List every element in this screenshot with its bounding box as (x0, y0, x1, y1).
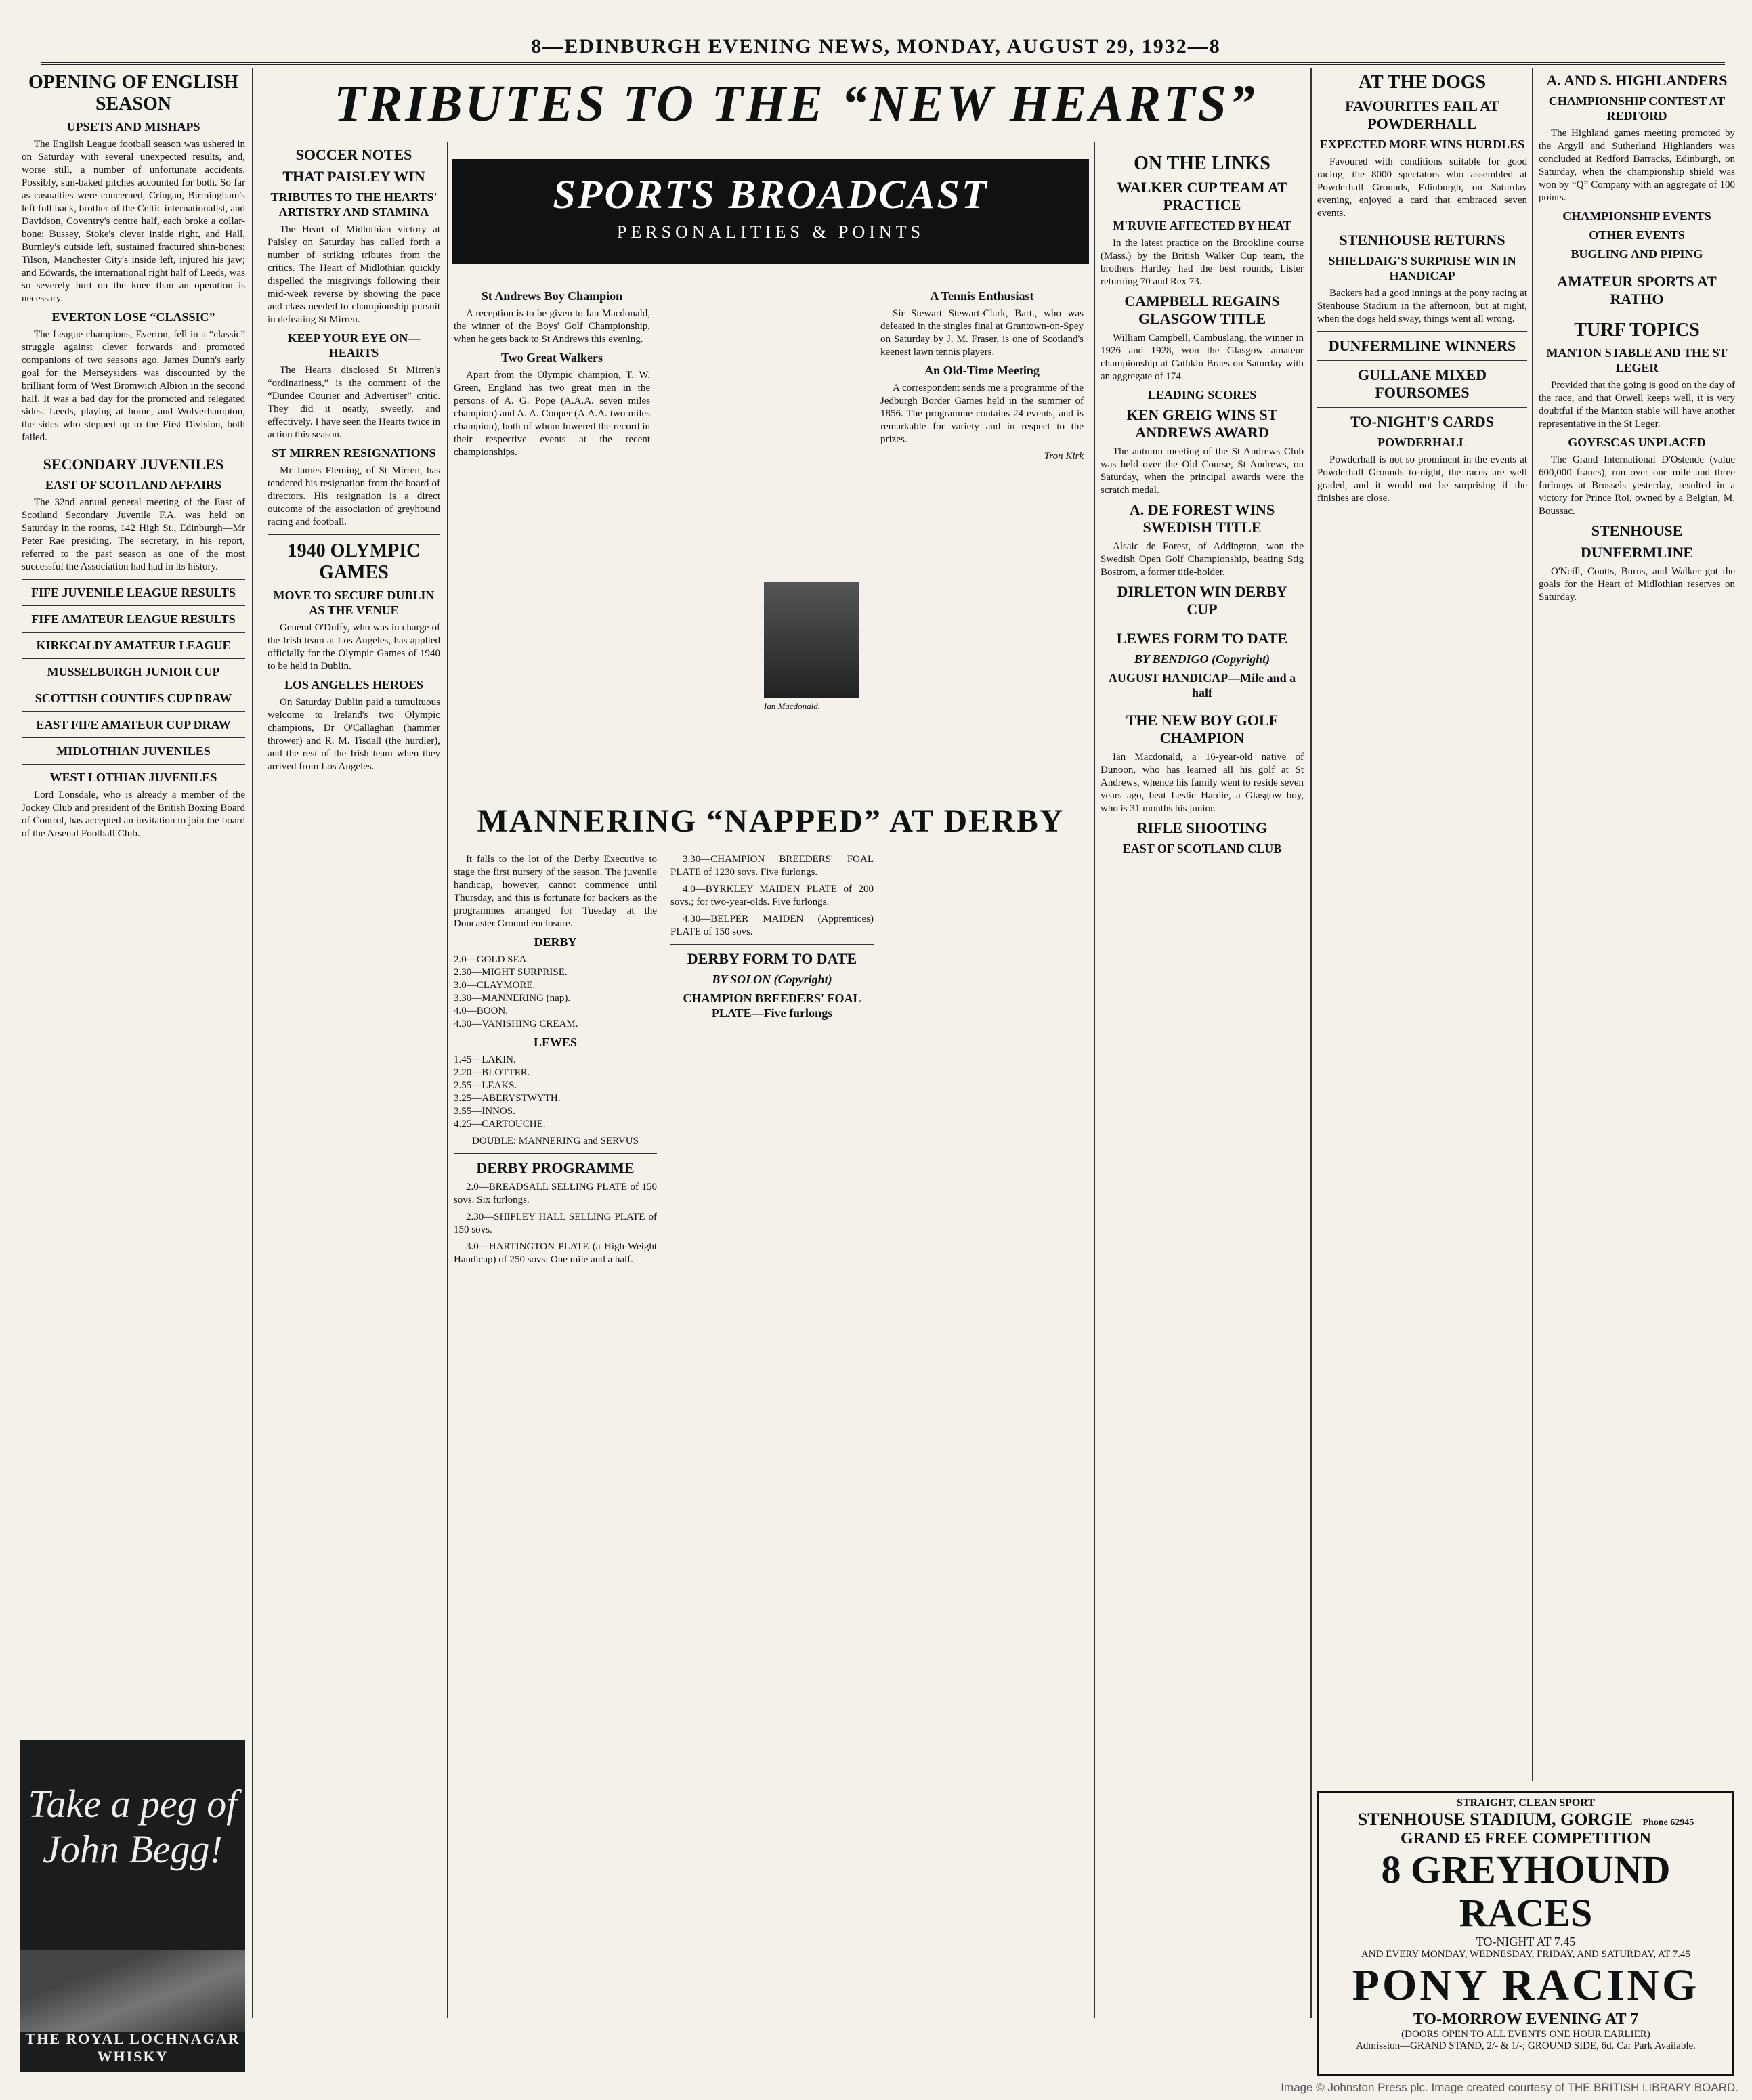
leading-scores-title: LEADING SCORES (1147, 388, 1257, 402)
headline-west-lothian: WEST LOTHIAN JUVENILES (49, 771, 217, 784)
sports-broadcast-title: SPORTS BROADCAST (553, 172, 989, 217)
headline-dirleton: DIRLETON WIN DERBY CUP (1117, 583, 1287, 618)
subhead-east-scotland-club: EAST OF SCOTLAND CLUB (1122, 842, 1282, 855)
subhead-bugling: BUGLING AND PIPING (1571, 247, 1703, 261)
subhead-redford: CHAMPIONSHIP CONTEST AT REDFORD (1548, 94, 1726, 123)
headline-on-the-links: ON THE LINKS (1134, 153, 1270, 174)
derby-selection: 4.30—VANISHING CREAM. (454, 1019, 578, 1029)
subhead-los-angeles: LOS ANGELES HEROES (284, 678, 424, 691)
article-ken-greig: The autumn meeting of the St Andrews Club was held over the Old Course, St Andrews, on Saturday, when the principal awards were the scratch medal. (1101, 446, 1304, 496)
subhead-other-events: OTHER EVENTS (1589, 228, 1685, 242)
subhead-tennis: A Tennis Enthusiast (930, 289, 1034, 303)
headline-kirkcaldy: KIRKCALDY AMATEUR LEAGUE (36, 639, 231, 652)
race-champion-breeders: 3.30—CHAMPION BREEDERS' FOAL PLATE of 1230 sovs. Five furlongs. (670, 854, 874, 878)
column-mannering-1 (454, 853, 657, 2072)
photo-caption: Ian Macdonald. (764, 701, 821, 711)
headline-soccer-notes: SOCCER NOTES (295, 146, 412, 163)
headline-campbell: CAMPBELL REGAINS GLASGOW TITLE (1124, 293, 1280, 327)
ad-competition: GRAND £5 FREE COMPETITION (1400, 1830, 1652, 1847)
derby-selection: 2.0—GOLD SEA. (454, 954, 530, 965)
article-los-angeles: On Saturday Dublin paid a tumultuous welcome to Ireland's two Olympic champions, Dr O'Callaghan (hammer thrower) and R. M. Tisdall (the hurdler), and the rest of the Irish team when they arrived from Los Angeles. (268, 697, 440, 772)
race-byrkley: 4.0—BYRKLEY MAIDEN PLATE of 200 sovs.; for two-year-olds. Five furlongs. (670, 884, 874, 907)
headline-fife-juvenile: FIFE JUVENILE LEAGUE RESULTS (31, 586, 236, 599)
subhead-east-scotland: EAST OF SCOTLAND AFFAIRS (45, 478, 222, 492)
article-everton: The League champions, Everton, fell in a “classic” struggle against clever forwards and promoted companions of two seasons ago. James Dunn's early goal for the Merseysiders was discounted by the brilliant form of West Bromwich Albion in the second half. It was a bad day for the promoted and relegated sides. Leeds, playing at home, and Wolverhampton, the sides who stepped up to the First Division, both failed. (22, 329, 245, 443)
headline-scottish-counties: SCOTTISH COUNTIES CUP DRAW (35, 691, 232, 705)
headline-gullane: GULLANE MIXED FOURSOMES (1357, 366, 1487, 401)
article-secondary-juveniles: The 32nd annual general meeting of the East of Scotland Secondary Juvenile F.A. was held on Saturday in the rooms, 142 High St., Edinburgh—Mr Peter Rae presiding. The secretary, in his report, referred to the past season as one of the most successful the Association had had in its history. (22, 497, 245, 572)
ad-every-monday: AND EVERY MONDAY, WEDNESDAY, FRIDAY, AND SATURDAY, AT 7.45 (1361, 1949, 1691, 1960)
subhead-championship-events: CHAMPIONSHIP EVENTS (1562, 209, 1711, 223)
article-stenhouse: Backers had a good innings at the pony racing at Stenhouse Stadium in the afternoon, but at night, when the dogs held sway, things went all wrong. (1317, 288, 1527, 324)
headline-dunfermline-winners: DUNFERMLINE WINNERS (1328, 337, 1516, 354)
divider (670, 944, 874, 945)
headline-english-season: OPENING OF ENGLISH SEASON (28, 72, 239, 114)
derby-selection: 3.0—CLAYMORE. (454, 980, 536, 991)
ad-begg-landscape (20, 1950, 245, 2032)
article-new-boy: Ian Macdonald, a 16-year-old native of Dunoon, who has learned all his golf at St Andrews, whence his family went to reside seven years ago, beat Leslie Hardie, a Glasgow boy, who is 31 months his junior. (1101, 752, 1304, 814)
subhead-shieldaig: SHIELDAIG'S SURPRISE WIN IN HANDICAP (1328, 254, 1516, 282)
column-7 (1539, 68, 1735, 1781)
subhead-august-handicap: AUGUST HANDICAP—Mile and a half (1108, 671, 1296, 700)
headline-rifle: RIFLE SHOOTING (1136, 819, 1268, 836)
column-1 (22, 68, 245, 1734)
masthead: 8—EDINBURGH EVENING NEWS, MONDAY, AUGUST 29, 1932—8 (531, 35, 1221, 58)
divider (22, 764, 245, 765)
article-dublin: General O'Duffy, who was in charge of the Irish team at Los Angeles, has applied officially for the Olympic Games of 1940 to be held in Dublin. (268, 622, 440, 672)
column-5 (1101, 149, 1304, 2072)
divider (22, 632, 245, 633)
selections-lewes-title: LEWES (533, 1035, 578, 1049)
lewes-selection: 1.45—LAKIN. (454, 1054, 516, 1065)
article-tonight-powderhall: Powderhall is not so prominent in the events at Powderhall Grounds to-night, the races are well graded, and it would not be surprising if the finishes are close. (1317, 454, 1527, 504)
headline-midlothian-juveniles: MIDLOTHIAN JUVENILES (56, 744, 211, 758)
headline-derby-programme: DERBY PROGRAMME (476, 1159, 635, 1176)
article-walker-cup: In the latest practice on the Brookline course (Mass.) by the British Walker Cup team, the brothers Hartley had the best rounds, Lister returning 70 and Rex 73. (1101, 238, 1304, 287)
selections-derby-title: DERBY (534, 935, 577, 949)
subhead-tributes: TRIBUTES TO THE HEARTS' ARTISTRY AND STAMINA (270, 190, 437, 219)
ad-begg-slogan: Take a peg of (28, 1782, 238, 1826)
article-keep-eye: The Hearts disclosed St Mirren's “ordinariness,” is the comment of the “Dundee Courier and Advertiser” critic. They did it neatly, sweetly, and effectively. I have seen the Hearts twice in action this season. (268, 365, 440, 440)
headline-lewes-form: LEWES FORM TO DATE (1116, 630, 1288, 647)
article-old-time: A correspondent sends me a programme of the Jedburgh Border Games held in the summer of 1856. The programme contains 24 events, and is remarkable for variety and in respect to the prizes. (880, 383, 1084, 445)
subhead-st-andrews-boy: St Andrews Boy Champion (481, 289, 623, 303)
article-st-andrews-boy: A reception is to be given to Ian Macdonald, the winner of the Boys' Golf Championship, when he gets back to St Andrews this evening. (454, 308, 650, 345)
headline-secondary-juveniles: SECONDARY JUVENILES (43, 456, 224, 473)
headline-fife-amateur: FIFE AMATEUR LEAGUE RESULTS (31, 612, 236, 626)
column-rule (447, 142, 448, 2018)
subhead-powderhall: POWDERHALL (1377, 435, 1467, 449)
ad-stadium-name (1319, 1809, 1732, 1830)
article-paisley: The Heart of Midlothian victory at Paisley on Saturday has called forth a number of striking tributes from the critics. The Heart of Midlothian quickly dispelled the misgivings following their mid-week reverse by showing the pace and class needed to championship pursuit in defeating St Mirren. (268, 224, 440, 325)
ad-john-begg (20, 1740, 245, 2072)
race-hartington: 3.0—HARTINGTON PLATE (a High-Weight Handicap) of 250 sovs. One mile and a half. (454, 1241, 657, 1265)
column-6 (1317, 68, 1527, 1781)
divider (22, 605, 245, 606)
race-shipley: 2.30—SHIPLEY HALL SELLING PLATE of 150 sovs. (454, 1212, 657, 1235)
lewes-selection: 2.55—LEAKS. (454, 1080, 517, 1091)
ad-stenhouse-stadium (1317, 1791, 1734, 2076)
double-tip: DOUBLE: MANNERING and SERVUS (472, 1136, 639, 1147)
main-banner: TRIBUTES TO THE “NEW HEARTS” (334, 75, 1258, 132)
divider (1317, 360, 1527, 361)
headline-olympic: 1940 OLYMPIC GAMES (287, 540, 421, 583)
headline-favourites-fail: FAVOURITES FAIL AT POWDERHALL (1345, 98, 1499, 132)
headline-musselburgh: MUSSELBURGH JUNIOR CUP (47, 665, 220, 679)
article-two-walkers: Apart from the Olympic champion, T. W. Green, England has two great men in the persons of A. G. Pope (A.A.A. seven miles champion) and A. A. Cooper (A.A.A. two miles champion), both of whom lowered the record in their respective events at the recent championships. (454, 370, 650, 458)
subhead-goyescas: GOYESCAS UNPLACED (1568, 435, 1706, 449)
subhead-st-mirren: ST MIRREN RESIGNATIONS (272, 446, 436, 460)
race-breadsall: 2.0—BREADSALL SELLING PLATE of 150 sovs. Six furlongs. (454, 1182, 657, 1205)
lewes-selection: 2.20—BLOTTER. (454, 1067, 530, 1078)
divider (454, 1153, 657, 1154)
divider (22, 658, 245, 659)
article-de-forest: Alsaic de Forest, of Addington, won the Swedish Open Golf Championship, beating Stig Bostrom, a former title-holder. (1101, 541, 1304, 578)
ad-doors-open: (DOORS OPEN TO ALL EVENTS ONE HOUR EARLIER) (1401, 2029, 1650, 2040)
top-rule (41, 62, 1725, 65)
column-rule (1094, 142, 1095, 2018)
headline-walker-cup: WALKER CUP TEAM AT PRACTICE (1117, 179, 1287, 213)
ad-stadium-title: STENHOUSE STADIUM, GORGIE (1357, 1809, 1633, 1829)
column-rule (1310, 68, 1312, 2018)
ad-begg-whisky: THE ROYAL LOCHNAGAR WHISKY (25, 2030, 240, 2065)
subhead-old-time: An Old-Time Meeting (924, 364, 1040, 377)
subhead-everton: EVERTON LOSE “CLASSIC” (51, 310, 215, 324)
divider (22, 737, 245, 738)
divider (22, 579, 245, 580)
subhead-manton: MANTON STABLE AND THE ST LEGER (1546, 346, 1728, 374)
ad-tomorrow: TO-MORROW EVENING AT 7 (1413, 2011, 1639, 2028)
derby-selection: 3.30—MANNERING (nap). (454, 993, 571, 1004)
article-tennis: Sir Stewart Stewart-Clark, Bart., who was defeated in the singles final at Grantown-on-Spey on Saturday by J. M. Fraser, is one of Scotland's keenest lawn tennis players. (880, 308, 1084, 358)
divider (268, 534, 440, 535)
column-2 (268, 142, 440, 2093)
subhead-keep-eye: KEEP YOUR EYE ON—HEARTS (287, 331, 421, 360)
headline-east-fife: EAST FIFE AMATEUR CUP DRAW (36, 718, 231, 731)
ad-greyhound-races: 8 GREYHOUND RACES (1381, 1847, 1671, 1935)
divider (22, 711, 245, 712)
sports-broadcast-subtitle: PERSONALITIES & POINTS (616, 222, 925, 242)
derby-selection: 2.30—MIGHT SURPRISE. (454, 967, 568, 978)
ad-begg-brand: John Begg! (43, 1827, 223, 1871)
divider (1317, 331, 1527, 332)
subhead-dublin: MOVE TO SECURE DUBLIN AS THE VENUE (273, 588, 435, 617)
headline-new-boy: THE NEW BOY GOLF CHAMPION (1126, 712, 1279, 746)
headline-paisley-win: THAT PAISLEY WIN (282, 168, 425, 185)
subhead-hurdles: EXPECTED MORE WINS HURDLES (1319, 137, 1525, 151)
lewes-selection: 4.25—CARTOUCHE. (454, 1119, 546, 1130)
sports-broadcast-box (452, 159, 1089, 264)
headline-ken-greig: KEN GREIG WINS ST ANDREWS AWARD (1126, 406, 1278, 441)
ad-straight-clean: STRAIGHT, CLEAN SPORT (1456, 1797, 1596, 1809)
article-manton: Provided that the going is good on the day of the race, and that Orwell keeps well, it is very doubtful if the Manton stable will have another representative in the St Leger. (1539, 380, 1735, 429)
lewes-selection: 3.55—INNOS. (454, 1106, 515, 1117)
subhead-foal-plate: CHAMPION BREEDERS' FOAL PLATE—Five furlongs (683, 991, 861, 1020)
column-3 (454, 284, 650, 786)
divider (1317, 407, 1527, 408)
headline-stenhouse-returns: STENHOUSE RETURNS (1339, 232, 1505, 249)
subhead-mruvie: M'RUVIE AFFECTED BY HEAT (1113, 219, 1291, 232)
subhead-upsets: UPSETS AND MISHAPS (66, 120, 200, 133)
image-credit: Image © Johnston Press plc. Image created courtesy of THE BRITISH LIBRARY BOARD. (1281, 2081, 1738, 2094)
headline-at-the-dogs: AT THE DOGS (1358, 72, 1487, 93)
byline-bendigo: BY BENDIGO (Copyright) (1134, 652, 1270, 666)
headline-ratho: AMATEUR SPORTS AT RATHO (1557, 273, 1717, 307)
column-rule (1532, 68, 1533, 1781)
derby-selection: 4.0—BOON. (454, 1006, 509, 1016)
article-highlanders: The Highland games meeting promoted by the Argyll and Sutherland Highlanders was concluded at Redford Barracks, Edinburgh, on Saturday, when the championship shield was won by “Q” Company with an aggregate of 100 points. (1539, 128, 1735, 203)
article-hearts-reserves: O'Neill, Coutts, Burns, and Walker got the goals for the Heart of Midlothian reserves on Saturday. (1539, 566, 1735, 603)
column-4 (880, 284, 1084, 786)
subhead-two-walkers: Two Great Walkers (501, 351, 603, 364)
article-english-season: The English League football season was ushered in on Saturday with several unexpected results, and, worse still, a number of unfortunate accidents. Possibly, sun-baked pitches accounted for both. So far as casualties were concerned, Cringan, Birmingham's left full back, brother of the Celtic internationalist, and Davidson, Coventry's centre half, each broke a collar-bone; Bussey, Stoke's clever inside right, and Hall, Burnley's outside left, sustained fractured shin-bones; Tilson, Manchester City's inside left, injured his jaw; and Edwards, the international right half of Leeds, was so severely hurt on the knee than an operation is necessary. (22, 139, 245, 304)
article-goyescas: The Grand International D'Ostende (value 600,000 francs), run over one mile and three furlongs at Brussels yesterday, resulted in a victory for Prince Roi, owned by a Belgian, M. Boussac. (1539, 454, 1735, 517)
headline-de-forest: A. DE FOREST WINS SWEDISH TITLE (1129, 501, 1275, 536)
column-rule (252, 68, 253, 2018)
article-powderhall: Favoured with conditions suitable for good racing, the 8000 spectators who assembled at Powderhall Grounds, Edinburgh, on Saturday evening, enjoyed a card that embraced seven events. (1317, 156, 1527, 219)
headline-dunfermline: DUNFERMLINE (1580, 544, 1694, 561)
ad-admission: Admission—GRAND STAND, 2/- & 1/-; GROUND SIDE, 6d. Car Park Available. (1356, 2040, 1696, 2051)
article-st-mirren: Mr James Fleming, of St Mirren, has tendered his resignation from the board of directors. His resignation is a direct outcome of the association of greyhound racing and football. (268, 465, 440, 528)
ad-phone: Phone 62945 (1642, 1818, 1694, 1828)
column-mannering-2 (670, 853, 874, 2072)
signature: Tron Kirk (1044, 451, 1084, 462)
race-belper: 4.30—BELPER MAIDEN (Apprentices) PLATE of 150 sovs. (670, 914, 874, 937)
ad-tonight: TO-NIGHT AT 7.45 (1476, 1935, 1576, 1948)
byline-solon: BY SOLON (Copyright) (712, 972, 832, 986)
photo-ian-macdonald (764, 582, 859, 698)
headline-tonights-cards: TO-NIGHT'S CARDS (1350, 413, 1494, 430)
ad-pony-racing: PONY RACING (1352, 1960, 1700, 2010)
headline-derby-form: DERBY FORM TO DATE (687, 950, 857, 967)
article-lonsdale: Lord Lonsdale, who is already a member of the Jockey Club and president of the British Boxing Board of Control, has accepted an invitation to join the board of the Arsenal Football Club. (22, 790, 245, 839)
headline-mannering: MANNERING “NAPPED” AT DERBY (477, 803, 1065, 839)
lewes-selection: 3.25—ABERYSTWYTH. (454, 1093, 561, 1104)
headline-highlanders: A. AND S. HIGHLANDERS (1546, 72, 1728, 89)
article-mannering: It falls to the lot of the Derby Executive to stage the first nursery of the season. The juvenile handicap, however, cannot commence until Thursday, and this is fortunate for backers as the programmes arranged for Tuesday at the Doncaster Ground enclosure. (454, 854, 657, 929)
headline-stenhouse: STENHOUSE (1591, 522, 1683, 539)
headline-turf-topics: TURF TOPICS (1574, 320, 1700, 341)
article-campbell: William Campbell, Cambuslang, the winner in 1926 and 1928, won the Glasgow amateur championship at Cathkin Braes on Saturday with an aggregate of 174. (1101, 333, 1304, 382)
